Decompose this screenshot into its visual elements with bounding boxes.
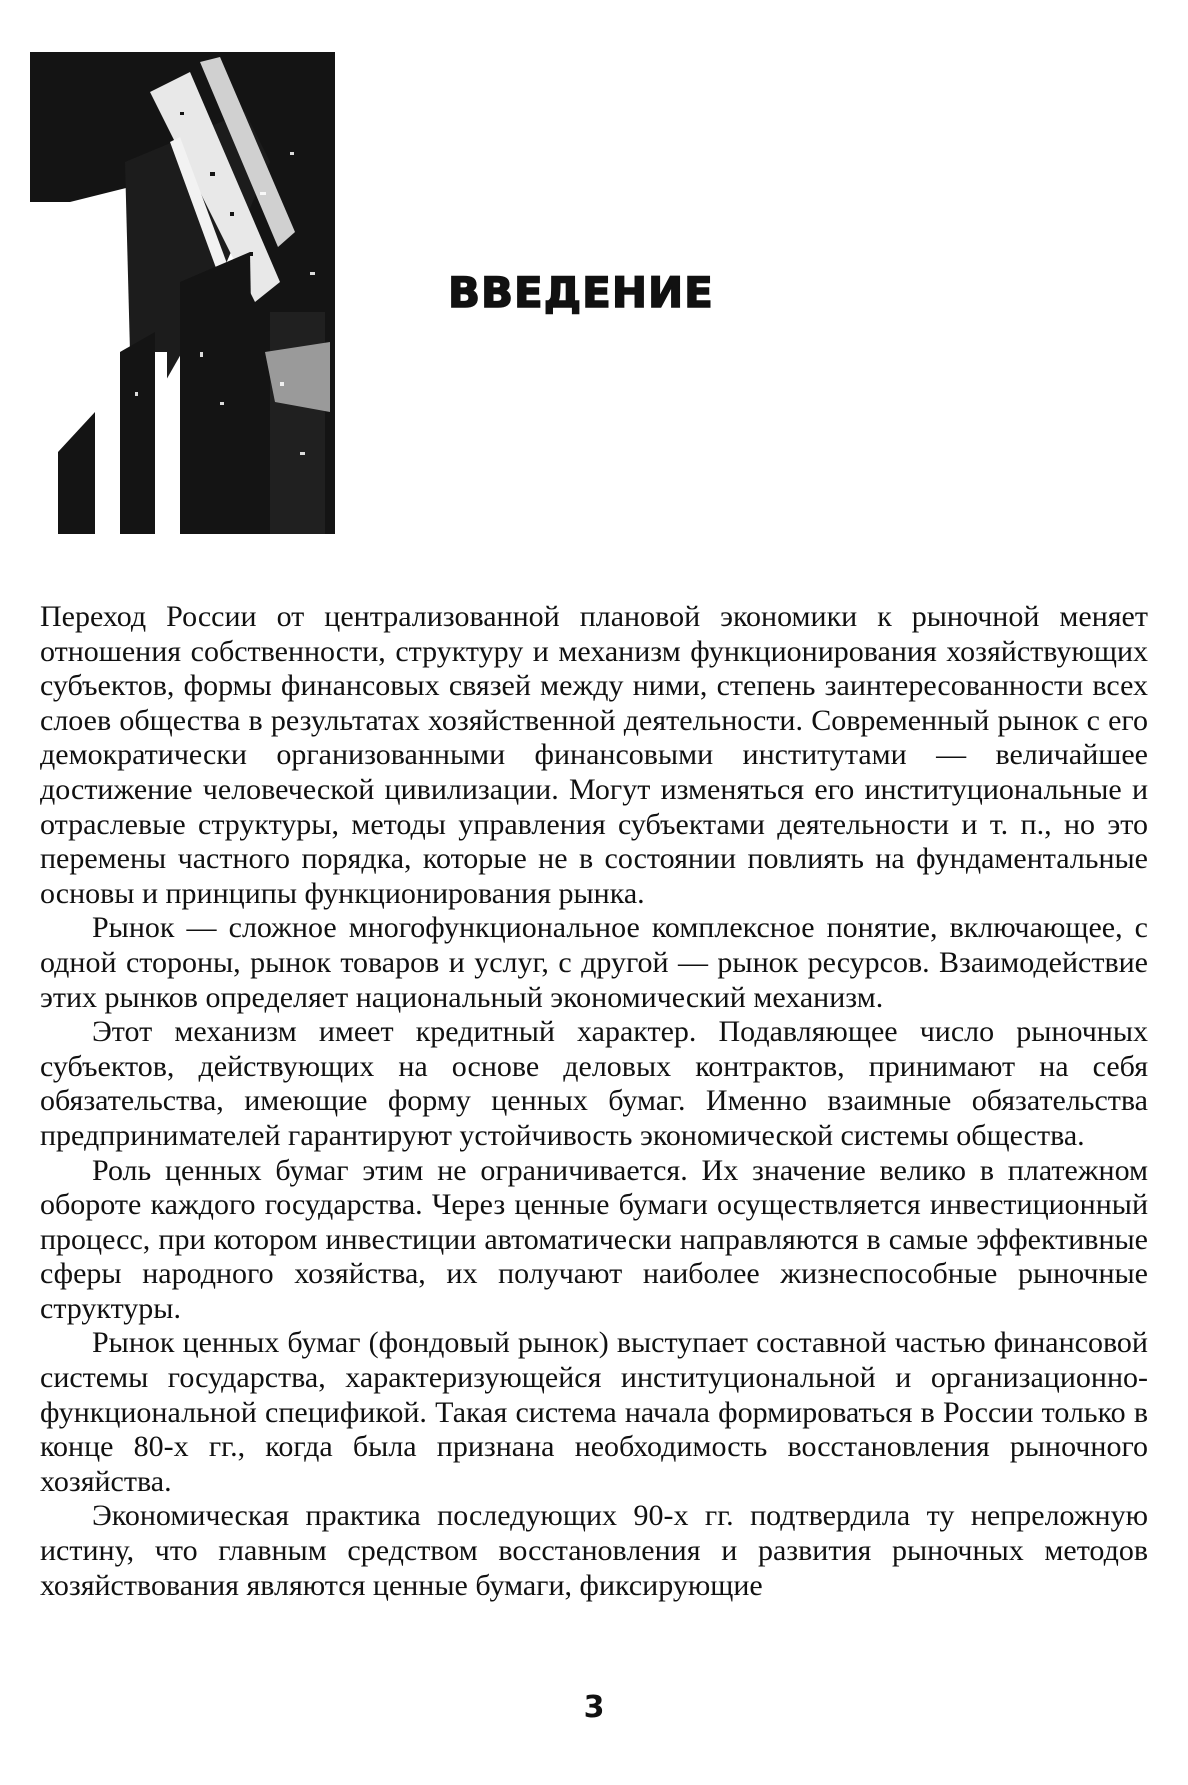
paragraph: Роль ценных бумаг этим не ограничивается. Их значение велико в платежном обороте каждого государства. Через ценные бумаги осуществляется инвестиционный процесс, при котором инвестиции автоматически направляются в самые эффективные сферы народного хозяйства, их получают наиболее жизнеспособные рыночные структуры.	[40, 1153, 1148, 1325]
paragraph: Рынок ценных бумаг (фондовый рынок) выступает составной частью финансовой системы государства, характеризующейся институциональной и организационно-функциональной спецификой. Такая система начала формироваться в России только в конце 80-х гг., когда была признана необходимость восстановления рыночного хозяйства.	[40, 1326, 1148, 1498]
paragraph: Экономическая практика последующих 90-х гг. подтвердила ту непреложную истину, что главным средством восстановления и развития рыночных методов хозяйствования являются ценные бумаги, фиксирующие	[40, 1499, 1148, 1602]
chapter-title: ВВЕДЕНИЕ	[448, 268, 714, 317]
paragraph: Этот механизм имеет кредитный характер. Подавляющее число рыночных субъектов, действующих на основе деловых контрактов, принимают на себя обязательства, имеющие форму ценных бумаг. Именно взаимные обязательства предпринимателей гарантируют устойчивость экономической системы общества.	[40, 1015, 1148, 1152]
paragraph: Переход России от централизованной плановой экономики к рыночной меняет отношения собственности, структуру и механизм функционирования хозяйствующих субъектов, формы финансовых связей между ними, степень заинтересованности всех слоев общества в результатах хозяйственной деятельности. Современный рынок с его демократически организованными финансовыми институтами — величайшее достижение человеческой цивилизации. Могут изменяться его институциональные и отраслевые структуры, методы управления субъектами деятельности и т. п., но это перемены частного порядка, которые не в состоянии повлиять на фундаментальные основы и принципы функционирования рынка.	[40, 600, 1148, 910]
paragraph: Рынок — сложное многофункциональное комплексное понятие, включающее, с одной стороны, рынок товаров и услуг, с другой — рынок ресурсов. Взаимодействие этих рынков определяет национальный экономический механизм.	[40, 911, 1148, 1014]
body-text	[40, 600, 1148, 1603]
page-number: 3	[583, 1690, 605, 1725]
chapter-illustration	[30, 52, 340, 534]
